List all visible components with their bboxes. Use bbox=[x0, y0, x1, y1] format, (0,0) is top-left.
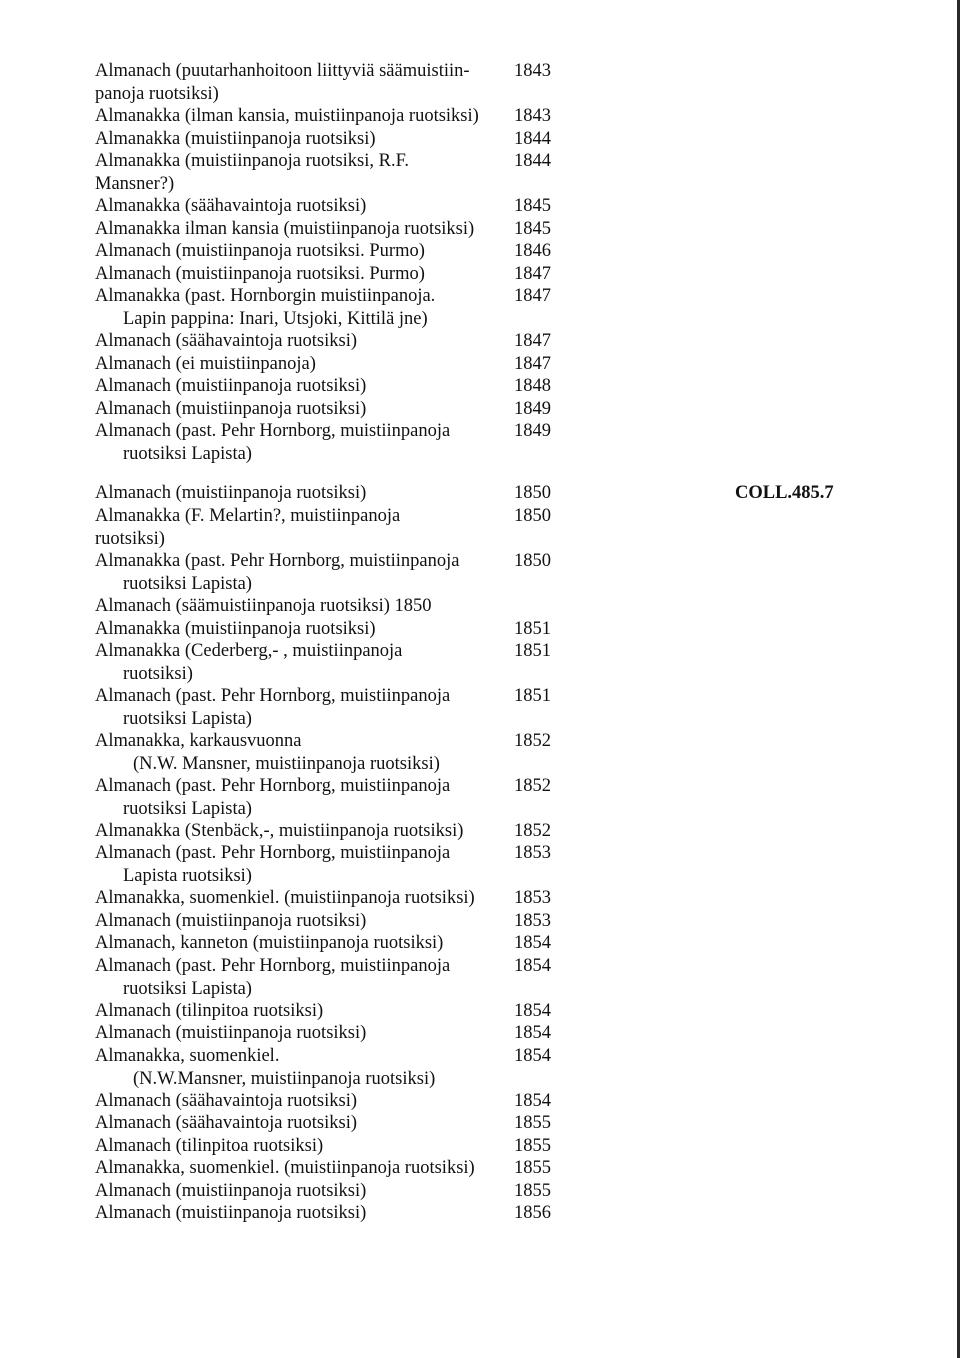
entry-description: Almanach (past. Pehr Hornborg, muistiinpanoja bbox=[95, 776, 451, 796]
entry-description: Almanach (muistiinpanoja ruotsiksi) bbox=[95, 399, 367, 419]
entry-year: 1854 bbox=[514, 956, 551, 976]
entry-year: 1845 bbox=[514, 196, 551, 216]
entry-description: Almanakka (muistiinpanoja ruotsiksi, R.F. bbox=[95, 151, 410, 171]
entry-description: Almanach (muistiinpanoja ruotsiksi. Purmo) bbox=[95, 264, 425, 284]
entry-description-continued: ruotsiksi) bbox=[123, 664, 193, 684]
entry-description: Almanach (muistiinpanoja ruotsiksi) bbox=[95, 911, 367, 931]
entry-description: Almanakka (muistiinpanoja ruotsiksi) bbox=[95, 129, 376, 149]
entry-description-continued: ruotsiksi Lapista) bbox=[123, 709, 252, 729]
entry-description: Almanakka (past. Pehr Hornborg, muistiinpanoja bbox=[95, 551, 460, 571]
entry-description-continued: Mansner?) bbox=[95, 174, 175, 194]
entry-description: Almanach (säähavaintoja ruotsiksi) bbox=[95, 1091, 357, 1111]
entry-description-continued: Lapin pappina: Inari, Utsjoki, Kittilä jne) bbox=[123, 309, 428, 329]
entry-year: 1853 bbox=[514, 843, 551, 863]
entry-year: 1854 bbox=[514, 1046, 551, 1066]
entry-year: 1852 bbox=[514, 776, 551, 796]
entry-year: 1850 bbox=[514, 506, 551, 526]
entry-year: 1853 bbox=[514, 911, 551, 931]
entry-year: 1845 bbox=[514, 219, 551, 239]
entry-description: Almanakka (Stenbäck,-, muistiinpanoja ruotsiksi) bbox=[95, 821, 464, 841]
entry-description: Almanakka, karkausvuonna bbox=[95, 731, 302, 751]
entry-description: Almanakka (F. Melartin?, muistiinpanoja bbox=[95, 506, 401, 526]
entry-year: 1848 bbox=[514, 376, 551, 396]
entry-description-continued: ruotsiksi Lapista) bbox=[123, 574, 252, 594]
entry-description: Almanach (muistiinpanoja ruotsiksi) bbox=[95, 1023, 367, 1043]
entry-year: 1855 bbox=[514, 1113, 551, 1133]
entry-description: Almanach, kanneton (muistiinpanoja ruotsiksi) bbox=[95, 933, 444, 953]
entry-description: Almanakka (past. Hornborgin muistiinpanoja. bbox=[95, 286, 436, 306]
entry-description: Almanach (past. Pehr Hornborg, muistiinpanoja bbox=[95, 421, 451, 441]
entry-description: Almanakka (Cederberg,- , muistiinpanoja bbox=[95, 641, 403, 661]
entry-year: 1844 bbox=[514, 151, 551, 171]
entry-year: 1854 bbox=[514, 933, 551, 953]
entry-year: 1855 bbox=[514, 1181, 551, 1201]
entry-description: Almanach (säähavaintoja ruotsiksi) bbox=[95, 331, 357, 351]
entry-description: Almanach (tilinpitoa ruotsiksi) bbox=[95, 1001, 324, 1021]
entry-description: Almanach (muistiinpanoja ruotsiksi) bbox=[95, 483, 367, 503]
entry-year: 1843 bbox=[514, 61, 551, 81]
entry-year: 1847 bbox=[514, 331, 551, 351]
entry-description: Almanach (tilinpitoa ruotsiksi) bbox=[95, 1136, 324, 1156]
entry-description: Almanach (muistiinpanoja ruotsiksi) bbox=[95, 1181, 367, 1201]
entry-description: Almanakka, suomenkiel. bbox=[95, 1046, 280, 1066]
entry-year: 1851 bbox=[514, 686, 551, 706]
entry-year: 1854 bbox=[514, 1001, 551, 1021]
entry-year: 1852 bbox=[514, 821, 551, 841]
entry-description: Almanakka, suomenkiel. (muistiinpanoja ruotsiksi) bbox=[95, 888, 475, 908]
entry-description: Almanach (ei muistiinpanoja) bbox=[95, 354, 316, 374]
entry-year: 1847 bbox=[514, 264, 551, 284]
entry-year: 1855 bbox=[514, 1136, 551, 1156]
entry-description-continued: ruotsiksi Lapista) bbox=[123, 799, 252, 819]
entry-year: 1853 bbox=[514, 888, 551, 908]
entry-description: Almanach (past. Pehr Hornborg, muistiinpanoja bbox=[95, 956, 451, 976]
entry-description: Almanach (säämuistiinpanoja ruotsiksi) 1850 bbox=[95, 596, 432, 616]
entry-description-continued: panoja ruotsiksi) bbox=[95, 84, 219, 104]
entry-description: Almanach (past. Pehr Hornborg, muistiinpanoja bbox=[95, 686, 451, 706]
entry-description-continued: Lapista ruotsiksi) bbox=[123, 866, 252, 886]
entry-year: 1849 bbox=[514, 421, 551, 441]
entry-description-continued: (N.W. Mansner, muistiinpanoja ruotsiksi) bbox=[133, 754, 440, 774]
entry-description: Almanakka, suomenkiel. (muistiinpanoja ruotsiksi) bbox=[95, 1158, 475, 1178]
entry-description: Almanakka ilman kansia (muistiinpanoja ruotsiksi) bbox=[95, 219, 475, 239]
entry-year: 1849 bbox=[514, 399, 551, 419]
entry-description: Almanakka (ilman kansia, muistiinpanoja ruotsiksi) bbox=[95, 106, 479, 126]
collection-code: COLL.485.7 bbox=[735, 483, 834, 503]
entry-year: 1856 bbox=[514, 1203, 551, 1223]
entry-year: 1855 bbox=[514, 1158, 551, 1178]
entry-description-continued: (N.W.Mansner, muistiinpanoja ruotsiksi) bbox=[133, 1069, 436, 1089]
entry-description-continued: ruotsiksi Lapista) bbox=[123, 979, 252, 999]
entry-description: Almanach (säähavaintoja ruotsiksi) bbox=[95, 1113, 357, 1133]
entry-description: Almanach (muistiinpanoja ruotsiksi) bbox=[95, 1203, 367, 1223]
entry-description: Almanach (puutarhanhoitoon liittyviä säämuistiin- bbox=[95, 61, 470, 81]
entry-description: Almanach (past. Pehr Hornborg, muistiinpanoja bbox=[95, 843, 451, 863]
entry-year: 1846 bbox=[514, 241, 551, 261]
entry-year: 1844 bbox=[514, 129, 551, 149]
entry-year: 1854 bbox=[514, 1091, 551, 1111]
entry-description: Almanakka (muistiinpanoja ruotsiksi) bbox=[95, 619, 376, 639]
entry-year: 1847 bbox=[514, 286, 551, 306]
entry-description-continued: ruotsiksi) bbox=[95, 529, 165, 549]
entry-description: Almanakka (säähavaintoja ruotsiksi) bbox=[95, 196, 367, 216]
entry-year: 1847 bbox=[514, 354, 551, 374]
entry-year: 1851 bbox=[514, 619, 551, 639]
entry-year: 1843 bbox=[514, 106, 551, 126]
entry-year: 1852 bbox=[514, 731, 551, 751]
entry-year: 1850 bbox=[514, 551, 551, 571]
entry-description: Almanach (muistiinpanoja ruotsiksi. Purmo) bbox=[95, 241, 425, 261]
entry-description: Almanach (muistiinpanoja ruotsiksi) bbox=[95, 376, 367, 396]
entry-year: 1850 bbox=[514, 483, 551, 503]
entry-year: 1851 bbox=[514, 641, 551, 661]
entry-year: 1854 bbox=[514, 1023, 551, 1043]
entry-description-continued: ruotsiksi Lapista) bbox=[123, 444, 252, 464]
